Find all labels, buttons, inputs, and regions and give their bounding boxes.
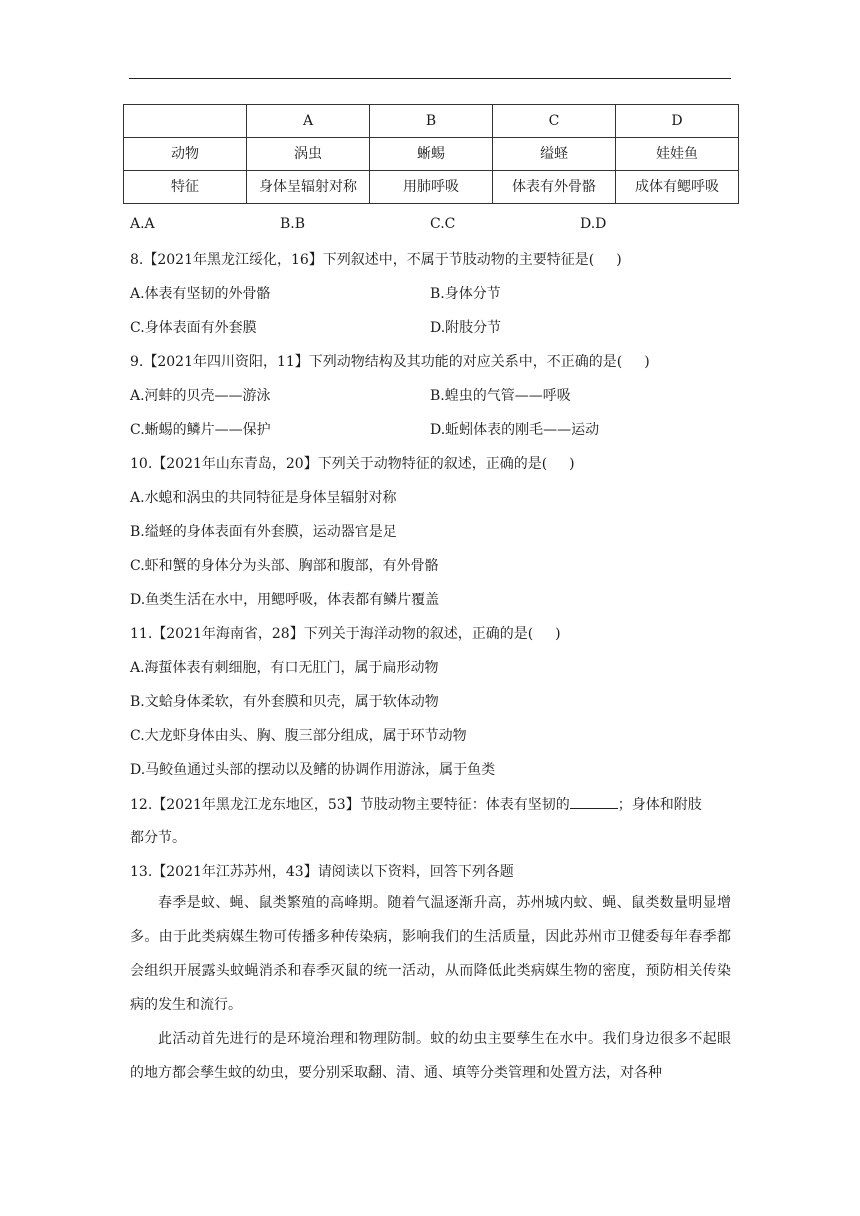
header-rule [129, 78, 731, 79]
question-8-stem [130, 250, 622, 270]
question-9-stem [130, 352, 650, 372]
option-b: B.文蛤身体柔软，有外套膜和贝壳，属于软体动物 [130, 694, 439, 710]
table-cell: B [370, 105, 493, 138]
option-c: C.大龙虾身体由头、胸、腹三部分组成，属于环节动物 [130, 728, 467, 744]
answer-paren: ) [555, 626, 561, 642]
option-b: B.身体分节 [430, 286, 501, 302]
table-cell: 用肺呼吸 [370, 171, 493, 204]
option-b: B.蝗虫的气管——呼吸 [430, 388, 571, 404]
question-11-stem [130, 624, 561, 644]
question-10-stem [130, 454, 575, 474]
option-d: D.鱼类生活在水中，用鳃呼吸，体表都有鳞片覆盖 [130, 592, 440, 608]
question-7-table [123, 104, 739, 204]
question-text: 9.【2021年四川资阳，11】下列动物结构及其功能的对应关系中，不正确的是( [130, 354, 623, 370]
option-b: B.缢蛏的身体表面有外套膜，运动器官是足 [130, 524, 397, 540]
fill-in-blank[interactable] [570, 794, 618, 809]
option-c: C.蜥蜴的鳞片——保护 [130, 422, 271, 438]
reading-paragraph-2: 此活动首先进行的是环境治理和物理防制。蚊的幼虫主要孳生在水中。我们身边很多不起眼的地方都会孳生蚊的幼虫，要分别采取翻、清、通、填等分类管理和处置方法，对各种 [130, 1031, 731, 1081]
option-d: D.附肢分节 [430, 320, 502, 336]
table-cell [124, 105, 247, 138]
table-cell: 特征 [124, 171, 247, 204]
question-12-continuation: 都分节。 [130, 830, 186, 846]
table-cell: 成体有鳃呼吸 [616, 171, 739, 204]
table-cell: D [616, 105, 739, 138]
option-a: A.水螅和涡虫的共同特征是身体呈辐射对称 [130, 490, 397, 506]
table-cell: 蜥蜴 [370, 138, 493, 171]
table-cell: A [247, 105, 370, 138]
question-7-options [130, 216, 730, 236]
table-cell: 体表有外骨骼 [493, 171, 616, 204]
table-row [124, 138, 739, 171]
option-a: A.A [130, 216, 155, 232]
answer-paren: ) [569, 456, 575, 472]
option-a: A.体表有坚韧的外骨骼 [130, 286, 271, 302]
option-c: C.虾和蟹的身体分为头部、胸部和腹部，有外骨骼 [130, 558, 439, 574]
option-d: D.D [580, 216, 607, 232]
question-13-stem: 13.【2021年江苏苏州，43】请阅读以下资料，回答下列各题 [130, 864, 514, 880]
table-cell: 动物 [124, 138, 247, 171]
answer-paren: ) [644, 354, 650, 370]
option-d: D.马鲛鱼通过头部的摆动以及鳍的协调作用游泳，属于鱼类 [130, 762, 496, 778]
answer-paren: ) [616, 252, 622, 268]
option-a: A.海蜇体表有刺细胞，有口无肛门，属于扁形动物 [130, 660, 439, 676]
option-d: D.蚯蚓体表的刚毛——运动 [430, 422, 600, 438]
option-a: A.河蚌的贝壳——游泳 [130, 388, 271, 404]
question-text: 11.【2021年海南省，28】下列关于海洋动物的叙述，正确的是( [130, 626, 534, 642]
table-header-row [124, 105, 739, 138]
table-row [124, 171, 739, 204]
question-12-stem [130, 794, 702, 815]
table-cell: 涡虫 [247, 138, 370, 171]
option-c: C.C [430, 216, 456, 232]
question-text: 12.【2021年黑龙江龙东地区，53】节肢动物主要特征：体表有坚韧的 [130, 797, 570, 813]
table-cell: C [493, 105, 616, 138]
option-b: B.B [280, 216, 306, 232]
question-text: 8.【2021年黑龙江绥化，16】下列叙述中，不属于节肢动物的主要特征是( [130, 252, 595, 268]
table-cell: 缢蛏 [493, 138, 616, 171]
question-text: ；身体和附肢 [617, 797, 702, 813]
table-cell: 身体呈辐射对称 [247, 171, 370, 204]
option-c: C.身体表面有外套膜 [130, 320, 257, 336]
reading-paragraph-1: 春季是蚊、蝇、鼠类繁殖的高峰期。随着气温逐渐升高，苏州城内蚊、蝇、鼠类数量明显增多。由于此类病媒生物可传播多种传染病，影响我们的生活质量，因此苏州市卫健委每年春季都会组织开展露头蚊蝇消杀和春季灭鼠的统一活动，从而降低此类病媒生物的密度，预防相关传染病的发生和流行。 [130, 895, 731, 1013]
table-cell: 娃娃鱼 [616, 138, 739, 171]
question-text: 10.【2021年山东青岛，20】下列关于动物特征的叙述，正确的是( [130, 456, 548, 472]
